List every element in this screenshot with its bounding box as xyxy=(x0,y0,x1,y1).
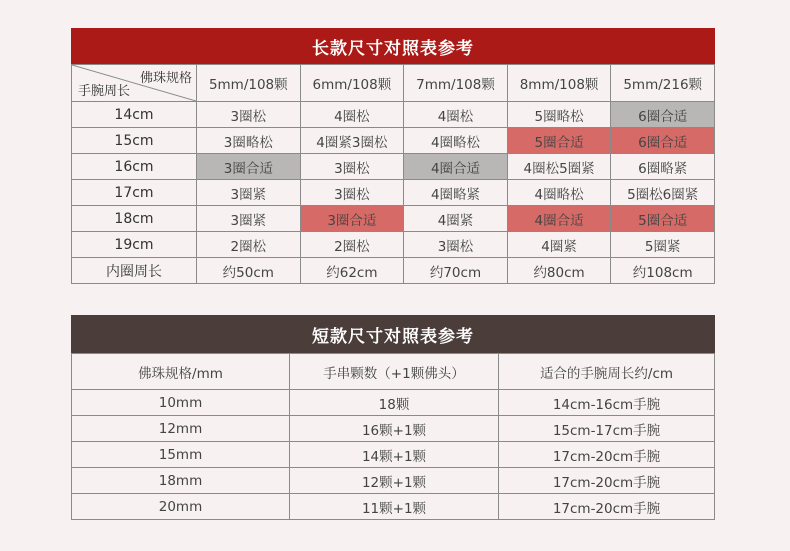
table-cell: 5圈紧 xyxy=(611,232,715,258)
table-cell: 2圈松 xyxy=(197,232,301,258)
table-row xyxy=(72,494,715,520)
table-cell: 5圈合适 xyxy=(507,128,611,154)
table-cell: 3圈松 xyxy=(197,102,301,128)
table-cell: 17cm-20cm手腕 xyxy=(499,468,715,494)
short-table-header-row xyxy=(72,354,715,390)
column-header: 适合的手腕周长约/cm xyxy=(499,354,715,390)
table-cell: 4圈松5圈紧 xyxy=(507,154,611,180)
table-cell: 4圈紧3圈松 xyxy=(300,128,404,154)
column-header: 手串颗数（+1颗佛头） xyxy=(290,354,499,390)
column-header: 佛珠规格/mm xyxy=(72,354,290,390)
row-label: 内圈周长 xyxy=(72,258,197,284)
long-table-header-row xyxy=(72,65,715,102)
table-cell: 3圈合适 xyxy=(197,154,301,180)
table-cell: 4圈合适 xyxy=(507,206,611,232)
row-label: 18cm xyxy=(72,206,197,232)
table-cell: 4圈松 xyxy=(300,102,404,128)
row-label: 15cm xyxy=(72,128,197,154)
column-header: 7mm/108颗 xyxy=(404,65,508,102)
table-cell: 3圈紧 xyxy=(197,180,301,206)
column-header: 8mm/108颗 xyxy=(507,65,611,102)
table-cell: 约62cm xyxy=(300,258,404,284)
table-cell: 6圈合适 xyxy=(611,102,715,128)
column-header: 6mm/108颗 xyxy=(300,65,404,102)
table-cell: 16颗+1颗 xyxy=(290,416,499,442)
row-label: 17cm xyxy=(72,180,197,206)
table-cell: 约50cm xyxy=(197,258,301,284)
long-size-table xyxy=(71,64,715,284)
table-row xyxy=(72,206,715,232)
table-cell: 4圈略紧 xyxy=(404,180,508,206)
table-row xyxy=(72,416,715,442)
table-cell: 3圈紧 xyxy=(197,206,301,232)
table-row xyxy=(72,232,715,258)
table-cell: 15mm xyxy=(72,442,290,468)
table-row xyxy=(72,468,715,494)
table-cell: 4圈略松 xyxy=(507,180,611,206)
table-cell: 20mm xyxy=(72,494,290,520)
column-header: 5mm/216颗 xyxy=(611,65,715,102)
short-size-section xyxy=(71,315,715,520)
table-cell: 4圈紧 xyxy=(507,232,611,258)
table-cell: 3圈松 xyxy=(300,180,404,206)
table-cell: 约108cm xyxy=(611,258,715,284)
table-cell: 18mm xyxy=(72,468,290,494)
corner-bead-spec-label: 佛珠规格 xyxy=(139,71,192,86)
table-row xyxy=(72,442,715,468)
table-cell: 约70cm xyxy=(404,258,508,284)
row-label: 14cm xyxy=(72,102,197,128)
table-cell: 17cm-20cm手腕 xyxy=(499,442,715,468)
table-cell: 15cm-17cm手腕 xyxy=(499,416,715,442)
table-cell: 12颗+1颗 xyxy=(290,468,499,494)
table-cell: 6圈略紧 xyxy=(611,154,715,180)
row-label: 16cm xyxy=(72,154,197,180)
table-cell: 3圈松 xyxy=(404,232,508,258)
table-cell: 约80cm xyxy=(507,258,611,284)
table-cell: 5圈略松 xyxy=(507,102,611,128)
table-cell: 5圈合适 xyxy=(611,206,715,232)
table-cell: 5圈松6圈紧 xyxy=(611,180,715,206)
table-row xyxy=(72,154,715,180)
table-cell: 14颗+1颗 xyxy=(290,442,499,468)
table-cell: 3圈略松 xyxy=(197,128,301,154)
table-cell: 3圈松 xyxy=(300,154,404,180)
table-row xyxy=(72,258,715,284)
table-cell: 2圈松 xyxy=(300,232,404,258)
table-row xyxy=(72,180,715,206)
table-row xyxy=(72,390,715,416)
table-cell: 14cm-16cm手腕 xyxy=(499,390,715,416)
long-size-section xyxy=(71,28,715,284)
table-cell: 10mm xyxy=(72,390,290,416)
row-label: 19cm xyxy=(72,232,197,258)
column-header: 5mm/108颗 xyxy=(197,65,301,102)
table-cell: 4圈松 xyxy=(404,102,508,128)
short-table-title: 短款尺寸对照表参考 xyxy=(71,315,715,353)
table-cell: 11颗+1颗 xyxy=(290,494,499,520)
table-cell: 4圈紧 xyxy=(404,206,508,232)
table-cell: 6圈合适 xyxy=(611,128,715,154)
table-row xyxy=(72,102,715,128)
short-size-table xyxy=(71,353,715,520)
table-cell: 4圈合适 xyxy=(404,154,508,180)
table-cell: 12mm xyxy=(72,416,290,442)
long-table-title: 长款尺寸对照表参考 xyxy=(71,28,715,64)
table-cell: 18颗 xyxy=(290,390,499,416)
corner-wrist-label: 手腕周长 xyxy=(78,84,131,99)
table-row xyxy=(72,128,715,154)
table-cell: 4圈略松 xyxy=(404,128,508,154)
corner-header-cell xyxy=(72,65,197,102)
table-cell: 17cm-20cm手腕 xyxy=(499,494,715,520)
table-cell: 3圈合适 xyxy=(300,206,404,232)
